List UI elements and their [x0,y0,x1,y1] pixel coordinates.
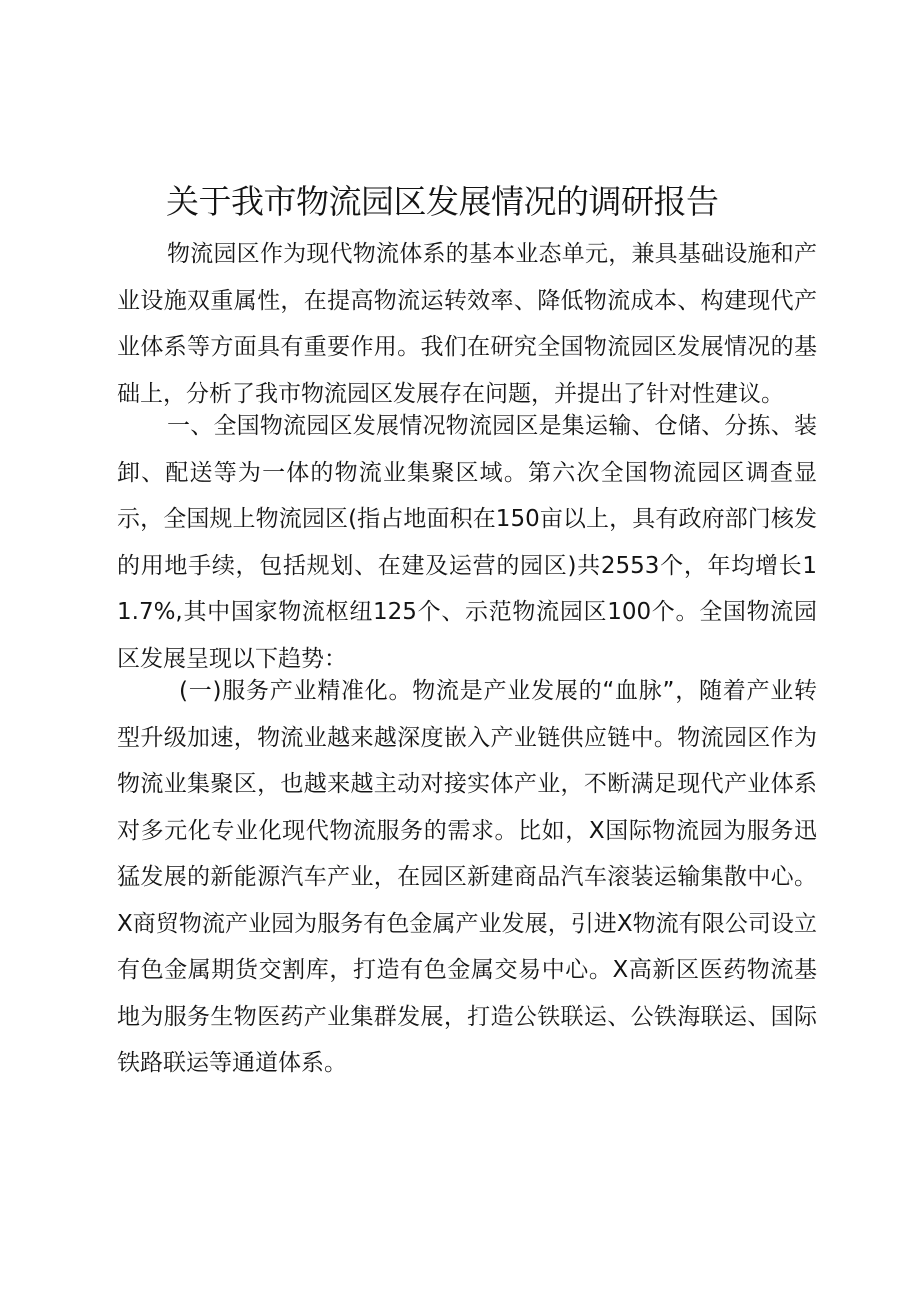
paragraph-service-industry: (一)服务产业精准化。物流是产业发展的“血脉”，随着产业转型升级加速，物流业越来越深度嵌入产业链供应链中。物流园区作为物流业集聚区，也越来越主动对接实体产业，不断满足现代产业体系对多元化专业化现代物流服务的需求。比如，X国际物流园为服务迅猛发展的新能源汽车产业，在园区新建商品汽车滚装运输集散中心。X商贸物流产业园为服务有色金属产业发展，引进X物流有限公司设立有色金属期货交割库，打造有色金属交易中心。X高新区医药物流基地为服务生物医药产业集群发展，打造公铁联运、公铁海联运、国际铁路联运等通道体系。 [117,678,817,1076]
document-title: 关于我市物流园区发展情况的调研报告 [166,182,719,221]
paragraph-section-one: 一、全国物流园区发展情况物流园区是集运输、仓储、分拣、装卸、配送等为一体的物流业集聚区域。第六次全国物流园区调查显示，全国规上物流园区(指占地面积在150亩以上，具有政府部门核发的用地手续，包括规划、在建及运营的园区)共2553个，年均增长11.7%,其中国家物流枢纽125个、示范物流园区100个。全国物流园区发展呈现以下趋势： [117,413,817,672]
paragraph-intro: 物流园区作为现代物流体系的基本业态单元，兼具基础设施和产业设施双重属性，在提高物流运转效率、降低物流成本、构建现代产业体系等方面具有重要作用。我们在研究全国物流园区发展情况的基础上，分析了我市物流园区发展存在问题，并提出了针对性建议。 [117,241,817,407]
